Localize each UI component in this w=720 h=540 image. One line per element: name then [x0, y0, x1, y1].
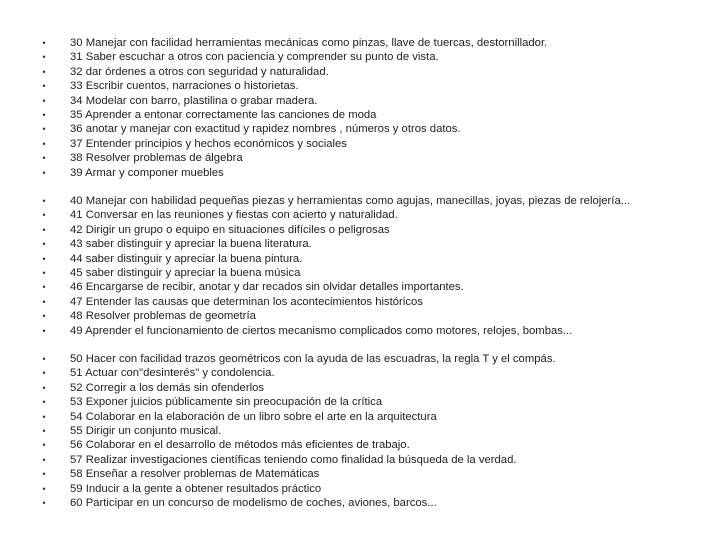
list-item-text: 47 Entender las causas que determinan los acontecimientos históricos [70, 295, 423, 308]
list-item [0, 151, 720, 165]
list-item [0, 137, 720, 151]
list-item [0, 122, 720, 136]
bullet-icon: • [42, 267, 46, 278]
list-item [0, 36, 720, 50]
list-item-text: 30 Manejar con facilidad herramientas mecánicas como pinzas, llave de tuercas, destornillador. [70, 37, 548, 49]
list-item [0, 50, 720, 64]
bullet-icon: • [42, 224, 46, 235]
list-item-text: 59 Inducir a la gente a obtener resultados práctico [70, 482, 322, 495]
list-item-text: 32 dar órdenes a otros con seguridad y naturalidad. [70, 65, 329, 78]
bullet-icon: • [42, 454, 46, 465]
list-item [0, 208, 720, 222]
bullet-icon: • [42, 109, 46, 120]
bullet-icon: • [42, 38, 46, 48]
list-item [0, 424, 720, 438]
list-item-text: 42 Dirigir un grupo o equipo en situaciones difíciles o peligrosas [70, 223, 390, 236]
list-item-text: 49 Aprender el funcionamiento de ciertos mecanismo complicados como motores, relojes, bombas... [70, 324, 573, 337]
bullet-icon: • [42, 440, 46, 451]
list-item [0, 482, 720, 496]
bullet-icon: • [42, 210, 46, 221]
bullet-list-50-60 [0, 352, 720, 510]
list-item [0, 94, 720, 108]
list-item [0, 467, 720, 481]
bullet-icon: • [42, 239, 46, 250]
bullet-icon: • [42, 124, 46, 135]
list-item [0, 65, 720, 79]
bullet-icon: • [42, 66, 46, 77]
list-item-text: 57 Realizar investigaciones científicas teniendo como finalidad la búsqueda de la verdad. [70, 453, 517, 466]
bullet-icon: • [42, 296, 46, 307]
list-item-text: 36 anotar y manejar con exactitud y rapidez nombres , números y otros datos. [70, 123, 461, 136]
list-item-text: 35 Aprender a entonar correctamente las canciones de moda [70, 108, 377, 121]
list-item [0, 395, 720, 409]
list-item [0, 237, 720, 251]
list-item-text: 56 Colaborar en el desarrollo de métodos más eficientes de trabajo. [70, 439, 410, 452]
bullet-icon: • [42, 311, 46, 322]
list-item [0, 352, 720, 366]
list-item-text: 34 Modelar con barro, plastilina o grabar madera. [70, 94, 318, 107]
bullet-list-30-39 [0, 36, 720, 180]
list-item [0, 223, 720, 237]
bullet-icon: • [42, 368, 46, 379]
bullet-icon: • [42, 469, 46, 480]
list-item [0, 280, 720, 294]
list-item [0, 79, 720, 93]
list-item [0, 252, 720, 266]
list-item-text: 37 Entender principios y hechos económicos y sociales [70, 137, 347, 150]
list-item-text: 46 Encargarse de recibir, anotar y dar recados sin olvidar detalles importantes. [70, 281, 464, 294]
bullet-icon: • [42, 95, 46, 106]
list-item [0, 194, 720, 208]
list-item [0, 410, 720, 424]
bullet-icon: • [42, 411, 46, 422]
bullet-icon: • [42, 325, 46, 336]
bullet-icon: • [42, 354, 46, 364]
bullet-icon: • [42, 52, 46, 63]
list-item [0, 453, 720, 467]
list-item [0, 108, 720, 122]
list-item-text: 54 Colaborar en la elaboración de un libro sobre el arte en la arquitectura [70, 410, 437, 423]
bullet-icon: • [42, 253, 46, 264]
list-item [0, 366, 720, 380]
list-item-text: 45 saber distinguir y apreciar la buena música [70, 266, 301, 279]
list-item [0, 381, 720, 395]
list-item-text: 53 Exponer juicios públicamente sin preocupación de la crítica [70, 396, 383, 409]
list-item-text: 44 saber distinguir y apreciar la buena pintura. [70, 252, 303, 265]
list-item [0, 166, 720, 180]
list-item-text: 41 Conversar en las reuniones y fiestas con acierto y naturalidad. [70, 209, 398, 222]
list-item-text: 58 Enseñar a resolver problemas de Matemáticas [70, 468, 320, 481]
list-item-text: 51 Actuar con"desinterés" y condolencia. [70, 367, 275, 380]
list-item [0, 295, 720, 309]
list-item-text: 60 Participar en un concurso de modelismo de coches, aviones, barcos... [70, 496, 437, 509]
list-item-text: 50 Hacer con facilidad trazos geométricos con la ayuda de las escuadras, la regla T y el compás. [70, 353, 556, 365]
bullet-icon: • [42, 425, 46, 436]
list-item-text: 40 Manejar con habilidad pequeñas piezas y herramientas como agujas, manecillas, joyas, piezas de relojería... [70, 195, 631, 207]
bullet-icon: • [42, 167, 46, 178]
list-item-text: 31 Saber escuchar a otros con paciencia y comprender su punto de vista. [70, 51, 439, 64]
bullet-icon: • [42, 153, 46, 164]
bullet-icon: • [42, 81, 46, 92]
list-item-text: 43 saber distinguir y apreciar la buena literatura. [70, 238, 312, 251]
bullet-list-40-49 [0, 194, 720, 338]
list-item [0, 309, 720, 323]
list-item [0, 324, 720, 338]
list-item [0, 266, 720, 280]
bullet-icon: • [42, 483, 46, 494]
list-item-text: 48 Resolver problemas de geometría [70, 310, 256, 323]
bullet-icon: • [42, 397, 46, 408]
list-item-text: 52 Corregir a los demás sin ofenderlos [70, 381, 265, 394]
bullet-icon: • [42, 497, 46, 508]
list-item-text: 33 Escribir cuentos, narraciones o historietas. [70, 80, 299, 93]
list-item [0, 438, 720, 452]
bullet-icon: • [42, 282, 46, 293]
bullet-icon: • [42, 196, 46, 206]
bullet-icon: • [42, 382, 46, 393]
list-item-text: 38 Resolver problemas de álgebra [70, 152, 243, 165]
list-item-text: 55 Dirigir un conjunto musical. [70, 424, 222, 437]
bullet-icon: • [42, 138, 46, 149]
list-item-text: 39 Armar y componer muebles [70, 166, 224, 179]
list-item [0, 496, 720, 510]
